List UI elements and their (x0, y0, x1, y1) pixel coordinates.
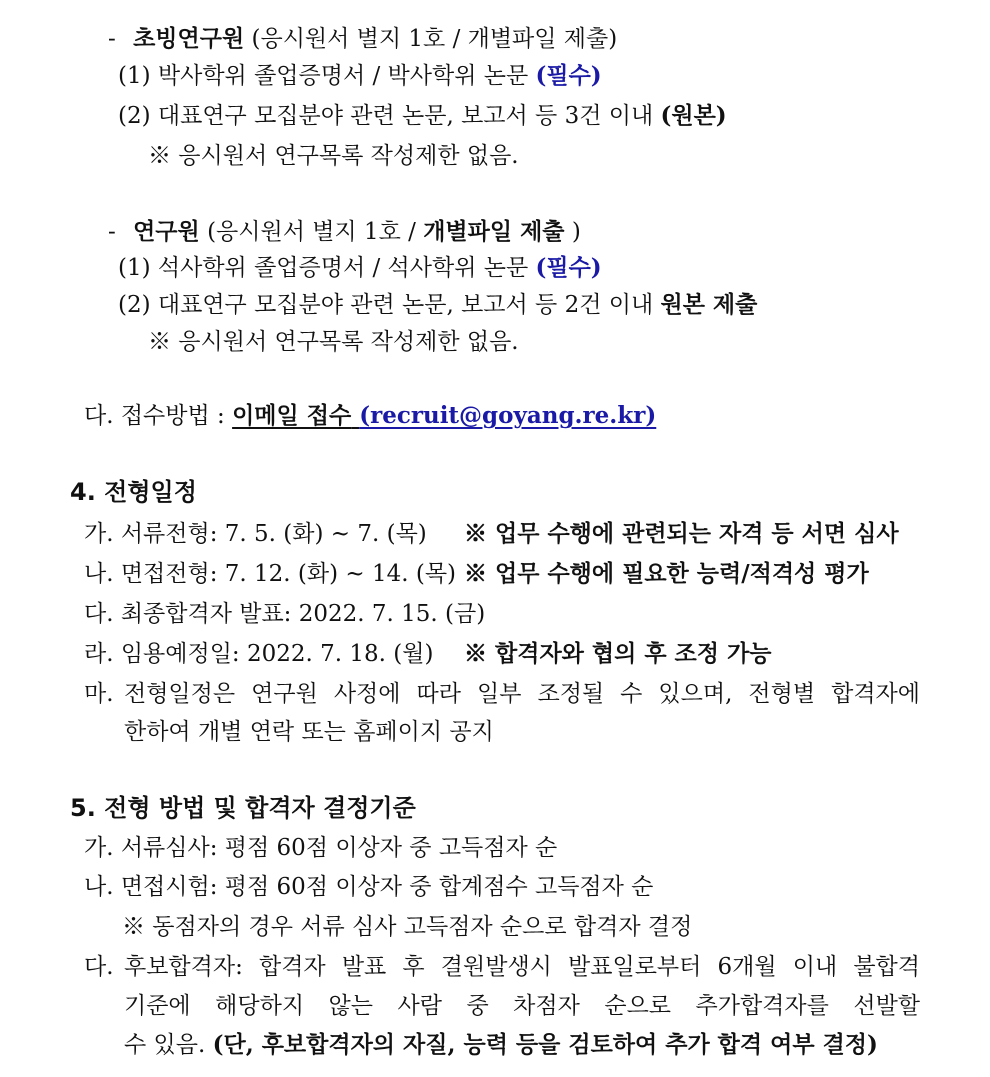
required-tag: (필수) (535, 254, 602, 281)
method-label: 다. 접수방법 : (84, 403, 225, 429)
row-text: 최종합격자 발표: 2022. 7. 15. (금) (120, 601, 486, 627)
row-marker: 가. (84, 835, 114, 861)
researcher-paren-bold: 개별파일 제출 (423, 218, 565, 245)
researcher-title: 연구원 (133, 218, 200, 245)
row-text: 임용예정일: 2022. 7. 18. (월) (120, 641, 434, 667)
row-marker: 라. (84, 641, 114, 667)
schedule-row (84, 597, 485, 631)
item-number: (1) (118, 63, 151, 89)
schedule-row-note: ※ 업무 수행에 관련되는 자격 등 서면 심사 (464, 520, 899, 547)
junior-note: ※ 응시원서 연구목록 작성제한 없음. (148, 143, 519, 169)
researcher-header (108, 215, 581, 249)
row-text-line-1: 후보합격자: 합격자 발표 후 결원발생시 발표일로부터 6개월 이내 불합격 (124, 954, 920, 980)
item-text: 대표연구 모집분야 관련 논문, 보고서 등 3건 이내 (157, 103, 654, 129)
row-text-line-3-start: 수 있음. (124, 1032, 206, 1058)
schedule-row-text (124, 677, 920, 711)
item-text: 박사학위 졸업증명서 / 박사학위 논문 (157, 63, 529, 89)
criteria-row-line-2 (124, 989, 920, 1023)
email-link[interactable]: (recruit@goyang.re.kr) (359, 402, 657, 429)
item-number: (1) (118, 255, 151, 281)
row-text-line-3-bold: (단, 후보합격자의 자질, 능력 등을 검토하여 추가 합격 여부 결정) (212, 1031, 878, 1058)
section-5-heading: 5. 전형 방법 및 합격자 결정기준 (70, 794, 416, 822)
row-text-line-2: 기준에 해당하지 않는 사람 중 차점자 순으로 추가합격자를 선발할 (124, 993, 920, 1019)
item-number: (2) (118, 103, 151, 129)
researcher-item-1 (118, 251, 602, 285)
criteria-row-marker: 다. (84, 954, 114, 980)
item-number: (2) (118, 292, 151, 318)
row-text: 면접전형: 7. 12. (화) ~ 14. (목) (120, 561, 457, 587)
row-text-line-1: 전형일정은 연구원 사정에 따라 일부 조정될 수 있으며, 전형별 합격자에 (124, 681, 920, 707)
junior-researcher-paren: (응시원서 별지 1호 / 개별파일 제출) (251, 26, 618, 52)
method-value: 이메일 접수 (232, 402, 352, 429)
dash-marker: - (108, 26, 116, 52)
junior-item-1 (118, 59, 602, 93)
criteria-note: ※ 동점자의 경우 서류 심사 고득점자 순으로 합격자 결정 (122, 914, 693, 940)
schedule-row-note: ※ 업무 수행에 필요한 능력/적격성 평가 (464, 560, 869, 587)
application-method (84, 399, 656, 433)
junior-researcher-title: 초빙연구원 (133, 25, 245, 52)
item-text: 대표연구 모집분야 관련 논문, 보고서 등 2건 이내 (157, 292, 654, 318)
researcher-item-2 (118, 288, 757, 322)
row-marker: 다. (84, 601, 114, 627)
junior-item-2 (118, 99, 727, 133)
schedule-row (84, 557, 456, 591)
row-marker: 가. (84, 521, 114, 547)
row-text: 서류전형: 7. 5. (화) ~ 7. (목) (120, 521, 427, 547)
dash-marker: - (108, 219, 116, 245)
schedule-row-note: ※ 합격자와 협의 후 조정 가능 (464, 640, 772, 667)
junior-researcher-header (108, 22, 617, 56)
schedule-row-marker: 마. (84, 681, 114, 707)
researcher-paren-start: (응시원서 별지 1호 / (207, 219, 416, 245)
original-submit-tag: 원본 제출 (660, 291, 758, 318)
criteria-row (84, 870, 653, 904)
criteria-row-line-1 (124, 950, 920, 984)
criteria-row (84, 831, 557, 865)
row-marker: 나. (84, 874, 114, 900)
required-tag: (필수) (535, 62, 602, 89)
researcher-paren-end: ) (571, 219, 581, 245)
section-4-heading: 4. 전형일정 (70, 478, 197, 506)
original-tag: (원본) (660, 102, 727, 129)
schedule-row (84, 637, 433, 671)
schedule-row (84, 517, 427, 551)
item-text: 석사학위 졸업증명서 / 석사학위 논문 (157, 255, 529, 281)
criteria-row-line-3 (124, 1028, 878, 1062)
schedule-row-text-line-2: 한하여 개별 연락 또는 홈페이지 공지 (124, 719, 494, 745)
row-text: 면접시험: 평점 60점 이상자 중 합계점수 고득점자 순 (120, 874, 654, 900)
researcher-note: ※ 응시원서 연구목록 작성제한 없음. (148, 329, 519, 355)
row-marker: 나. (84, 561, 114, 587)
row-text: 서류심사: 평점 60점 이상자 중 고득점자 순 (120, 835, 558, 861)
